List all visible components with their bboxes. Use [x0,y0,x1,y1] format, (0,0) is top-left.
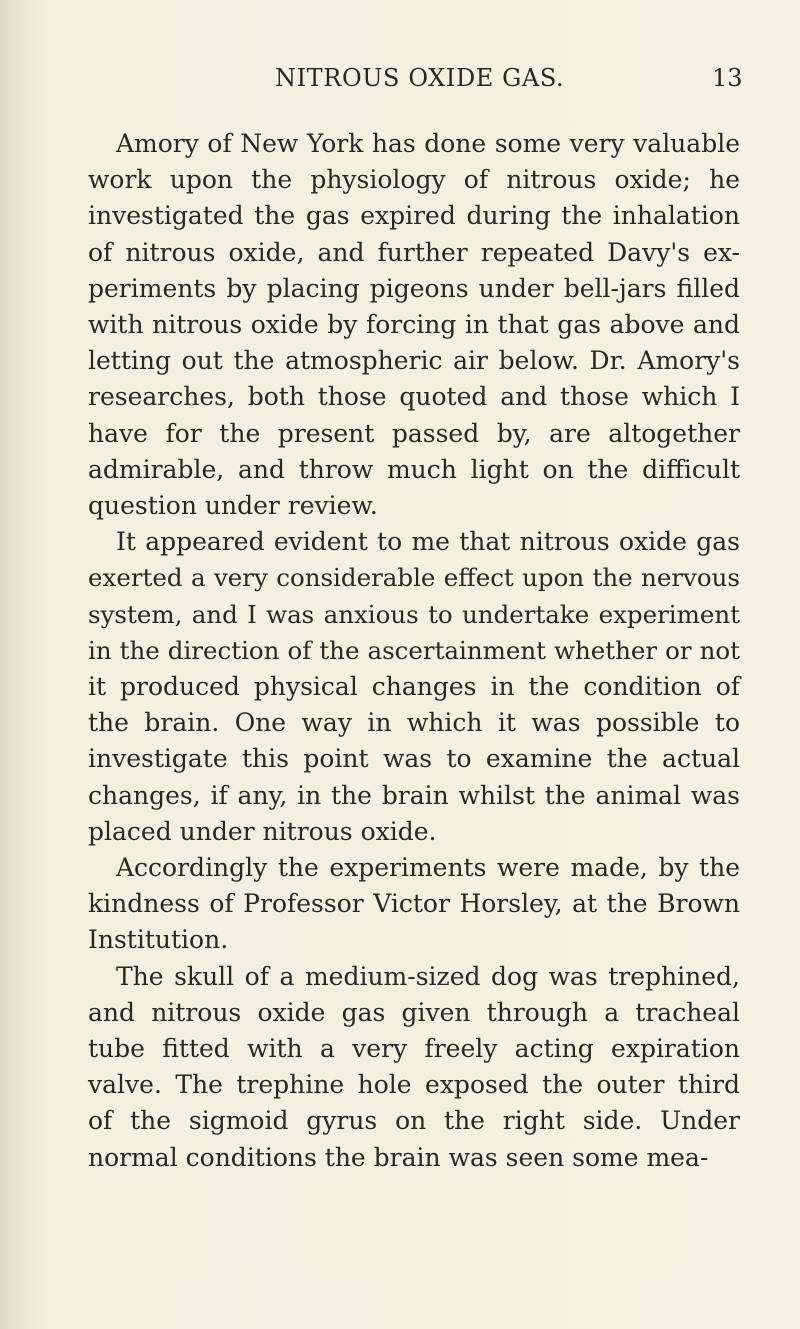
text-line: investigate this point was to examine the actual [88,744,740,774]
text-line: Accordingly the experiments were made, by the [116,853,740,882]
text-line: Amory of New York has done some very valuable [116,129,740,158]
text-line: of nitrous oxide, and further repeated Davy's ex- [88,237,740,267]
text-line: admirable, and throw much light on the difficult [88,454,740,484]
text-line: work upon the physiology of nitrous oxide; he [88,165,740,195]
text-line: changes, if any, in the brain whilst the animal was [88,780,740,810]
text-line: The skull of a medium-sized dog was trephined, [116,961,740,991]
text-line: It appeared evident to me that nitrous oxide gas [116,527,740,557]
text-line: in the direction of the ascertainment whether or not [88,635,740,665]
text-line: periments by placing pigeons under bell-jars filled [88,273,740,303]
text-line: system, and I was anxious to undertake experiment [88,599,740,629]
text-line: exerted a very considerable effect upon the nervous [88,563,740,593]
text-line: and nitrous oxide gas given through a tracheal [88,997,740,1027]
text-line: with nitrous oxide by forcing in that gas above and [88,310,740,339]
text-line: Institution. [88,925,229,955]
text-line: of the sigmoid gyrus on the right side. Under [88,1106,740,1136]
text-line: investigated the gas expired during the inhalation [88,201,740,231]
text-line: tube fitted with a very freely acting expiration [88,1034,740,1063]
text-line: kindness of Professor Victor Horsley, at the Brown [88,889,740,919]
text-line: question under review. [88,491,378,520]
page-number: 13 [712,64,743,92]
text-line: valve. The trephine hole exposed the outer third [88,1070,740,1100]
running-head [0,58,800,98]
text-line: researches, both those quoted and those which I [88,382,740,412]
text-line: it produced physical changes in the condition of [88,672,740,701]
text-line: placed under nitrous oxide. [88,816,437,846]
running-title: NITROUS OXIDE GAS. [275,64,565,92]
text-line: the brain. One way in which it was possible to [88,708,740,738]
text-line: normal conditions the brain was seen some mea- [88,1142,709,1172]
text-line: letting out the atmospheric air below. Dr. Amory's [88,346,740,376]
text-line: have for the present passed by, are altogether [88,418,740,448]
